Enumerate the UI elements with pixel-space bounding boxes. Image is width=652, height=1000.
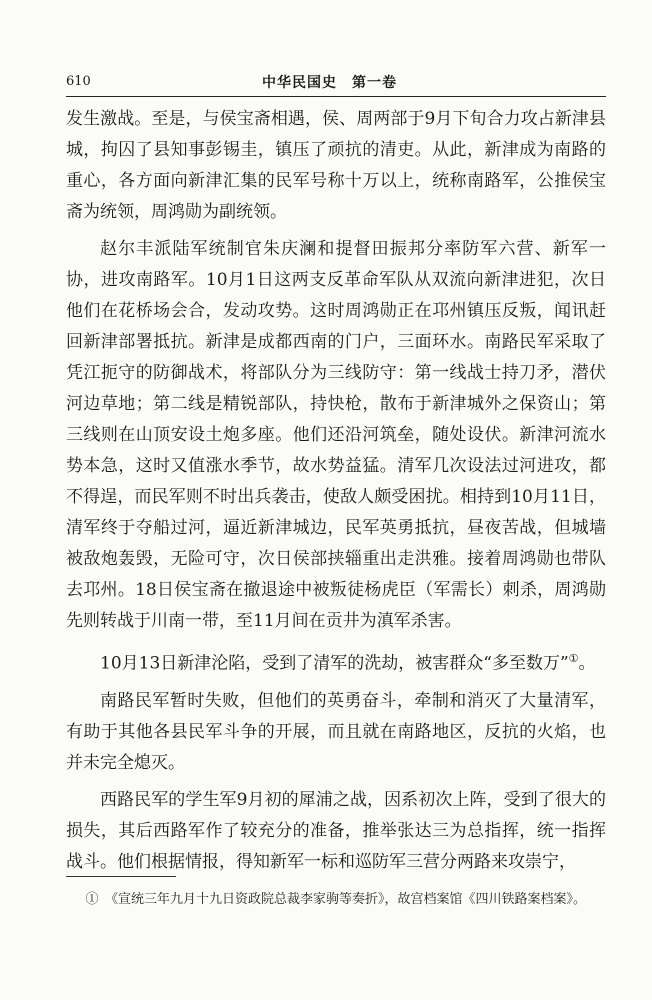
paragraph-5-text: 西路民军的学生军9月初的犀浦之战，因系初次上阵，受到了很大的损失，其后西路军作了较充分的准备，推举张达三为总指挥，统一指挥战斗。他们根据情报，得知新军一标和巡防军三营分两路来攻崇宁， xyxy=(66,789,606,872)
footnote xyxy=(66,888,586,912)
footnote-reference-mark[interactable]: ① xyxy=(568,652,579,665)
paragraph-1 xyxy=(66,104,606,228)
paragraph-4-text: 南路民军暂时失败，但他们的英勇奋斗，牵制和消灭了大量清军，有助于其他各县民军斗争的开展，而且就在南路地区，反抗的火焰，也并未完全熄灭。 xyxy=(66,690,606,773)
body-text xyxy=(66,104,606,878)
paragraph-3-text: 10月13日新津沦陷，受到了清军的洗劫，被害群众“多至数万” xyxy=(100,653,569,674)
footnote-text: ① 《宣统三年九月十九日资政院总裁李家驹等奏折》，故宫档案馆《四川铁路案档案》。 xyxy=(85,892,587,907)
paragraph-3 xyxy=(66,643,606,680)
paragraph-1-text: 发生激战。至是，与侯宝斋相遇，侯、周两部于9月下旬合力攻占新津县城，拘囚了县知事彭锡圭，镇压了顽抗的清吏。从此，新津成为南路的重心，各方面向新津汇集的民军号称十万以上，统称南路军，公推侯宝斋为统领，周鸿勋为副统领。 xyxy=(66,109,606,222)
page-number: 610 xyxy=(66,74,91,89)
running-title: 中华民国史 第一卷 xyxy=(262,75,397,91)
paragraph-5 xyxy=(66,785,606,878)
paragraph-3-tail: 。 xyxy=(578,653,596,674)
paragraph-2-text: 赵尔丰派陆军统制官朱庆澜和提督田振邦分率防军六营、新军一协，进攻南路军。10月1日这两支反革命军队从双流向新津进犯，次日他们在花桥场会合，发动攻势。这时周鸿勋正在邛州镇压反叛，闻讯赶回新津部署抵抗。新津是成都西南的门户，三面环水。南路民军采取了凭江扼守的防御战术，将部队分为三线防守：第一线战士持刀矛，潜伏河边草地；第二线是精锐部队，持快枪，散布于新津城外之保资山；第三线则在山顶安设土炮多座。他们还沿河筑垒，随处设伏。新津河流水势本急，这时又值涨水季节，故水势益猛。清军几次设法过河进攻，都不得逞，而民军则不时出兵袭击，使敌人颇受困扰。相持到10月11日，清军终于夺船过河，逼近新津城边，民军英勇抵抗，昼夜苦战，但城墙被敌炮轰毁，无险可守，次日侯部挟辎重出走洪雅。接着周鸿勋也带队去邛州。18日侯宝斋在撤退途中被叛徒杨虎臣（军需长）刺杀，周鸿勋先则转战于川南一带，至11月间在贡井为滇军杀害。 xyxy=(66,239,606,631)
page-header xyxy=(66,58,606,94)
header-rule xyxy=(66,96,606,97)
footnote-rule xyxy=(66,876,176,877)
paragraph-4 xyxy=(66,686,606,779)
paragraph-2 xyxy=(66,234,606,637)
